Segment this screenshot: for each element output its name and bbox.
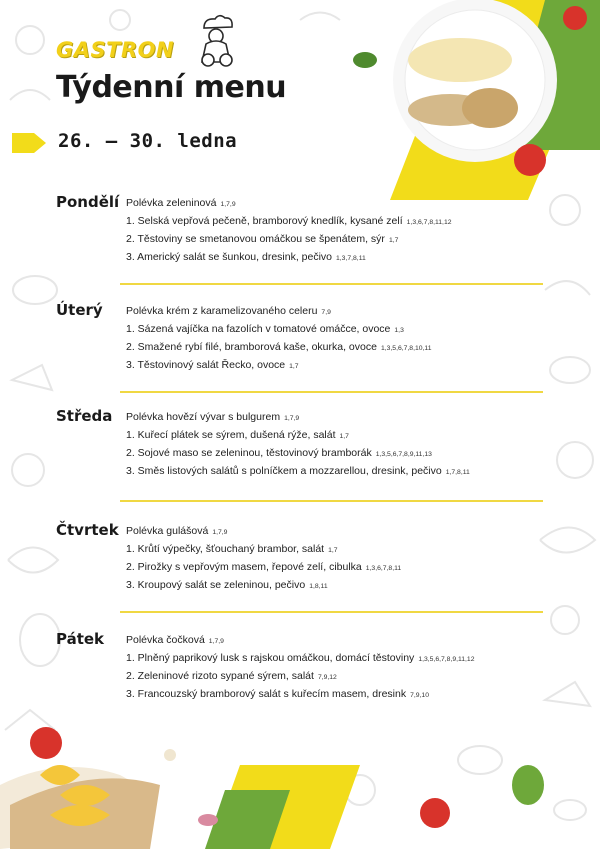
- soup-item: Polévka zeleninová 1,7,9: [126, 197, 236, 209]
- menu-item: 3. Směs listových salátů s polníčkem a mozzarellou, dresink, pečivo 1,7,8,11: [126, 465, 470, 477]
- page-title: Týdenní menu: [56, 70, 287, 105]
- food-plate-decoration: [330, 0, 600, 200]
- menu-item: 3. Americký salát se šunkou, dresink, pečivo 1,3,7,8,11: [126, 251, 366, 263]
- soup-item: Polévka hovězí vývar s bulgurem 1,7,9: [126, 411, 300, 423]
- allergens: 1,7: [339, 433, 349, 440]
- date-marker-icon: [12, 133, 46, 153]
- menu-item: 2. Těstoviny se smetanovou omáčkou se špenátem, sýr 1,7: [126, 233, 399, 245]
- allergens: 1,3: [394, 327, 404, 334]
- menu-item: 1. Kuřecí plátek se sýrem, dušená rýže, salát 1,7: [126, 429, 349, 441]
- soup-item: Polévka krém z karamelizovaného celeru 7,9: [126, 305, 331, 317]
- menu-item: 1. Sázená vajíčka na fazolích v tomatové omáčce, ovoce 1,3: [126, 323, 404, 335]
- allergens: 1,3,5,6,7,8,9,11,13: [375, 451, 432, 458]
- allergens: 1,3,5,6,7,8,10,11: [380, 345, 432, 352]
- menu-item: 1. Plněný paprikový lusk s rajskou omáčkou, domácí těstoviny 1,3,5,6,7,8,9,11,12: [126, 652, 475, 664]
- divider: [120, 500, 543, 502]
- menu-item: 2. Pirožky s vepřovým masem, řepové zelí, cibulka 1,3,6,7,8,11: [126, 561, 402, 573]
- day-name: Pátek: [56, 630, 105, 648]
- day-name: Čtvrtek: [56, 521, 119, 539]
- allergens: 1,7,9: [220, 201, 236, 208]
- day-name: Úterý: [56, 301, 103, 319]
- allergens: 1,7,9: [208, 638, 224, 645]
- allergens: 7,9,10: [410, 692, 429, 699]
- allergens: 7,9,12: [317, 674, 337, 681]
- menu-item: 3. Kroupový salát se zeleninou, pečivo 1,8,11: [126, 579, 328, 591]
- allergens: 7,9: [321, 309, 331, 316]
- allergens: 1,3,6,7,8,11: [365, 565, 402, 572]
- allergens: 1,7,9: [212, 529, 228, 536]
- allergens: 1,7: [388, 237, 399, 244]
- menu-item: 2. Zeleninové rizoto sypané sýrem, salát 7,9,12: [126, 670, 337, 682]
- soup-item: Polévka čočková 1,7,9: [126, 634, 224, 646]
- allergens: 1,7: [289, 363, 299, 370]
- chef-logo-icon: [194, 14, 236, 70]
- bottom-food-decoration: [0, 715, 600, 849]
- brand-logo: GASTRON: [56, 38, 175, 62]
- date-range: 26. – 30. ledna: [58, 130, 238, 152]
- day-name: Pondělí: [56, 193, 120, 211]
- menu-item: 1. Krůtí výpečky, šťouchaný brambor, salát 1,7: [126, 543, 338, 555]
- soup-item: Polévka gulášová 1,7,9: [126, 525, 228, 537]
- menu-item: 3. Těstovinový salát Řecko, ovoce 1,7: [126, 359, 299, 371]
- menu-item: 2. Sojové maso se zeleninou, těstovinový bramborák 1,3,5,6,7,8,9,11,13: [126, 447, 432, 459]
- allergens: 1,3,7,8,11: [336, 255, 366, 262]
- divider: [120, 391, 543, 393]
- day-name: Středa: [56, 407, 113, 425]
- divider: [120, 283, 543, 285]
- divider: [120, 611, 543, 613]
- menu-item: 2. Smažené rybí filé, bramborová kaše, okurka, ovoce 1,3,5,6,7,8,10,11: [126, 341, 432, 353]
- allergens: 1,7: [328, 547, 338, 554]
- allergens: 1,7,9: [284, 415, 300, 422]
- allergens: 1,8,11: [309, 583, 328, 590]
- menu-item: 3. Francouzský bramborový salát s kuřecím masem, dresink 7,9,10: [126, 688, 429, 700]
- allergens: 1,7,8,11: [445, 469, 470, 476]
- allergens: 1,3,5,6,7,8,9,11,12: [418, 656, 475, 663]
- menu-item: 1. Selská vepřová pečeně, bramborový knedlík, kysané zelí 1,3,6,7,8,11,12: [126, 215, 452, 227]
- allergens: 1,3,6,7,8,11,12: [406, 219, 452, 226]
